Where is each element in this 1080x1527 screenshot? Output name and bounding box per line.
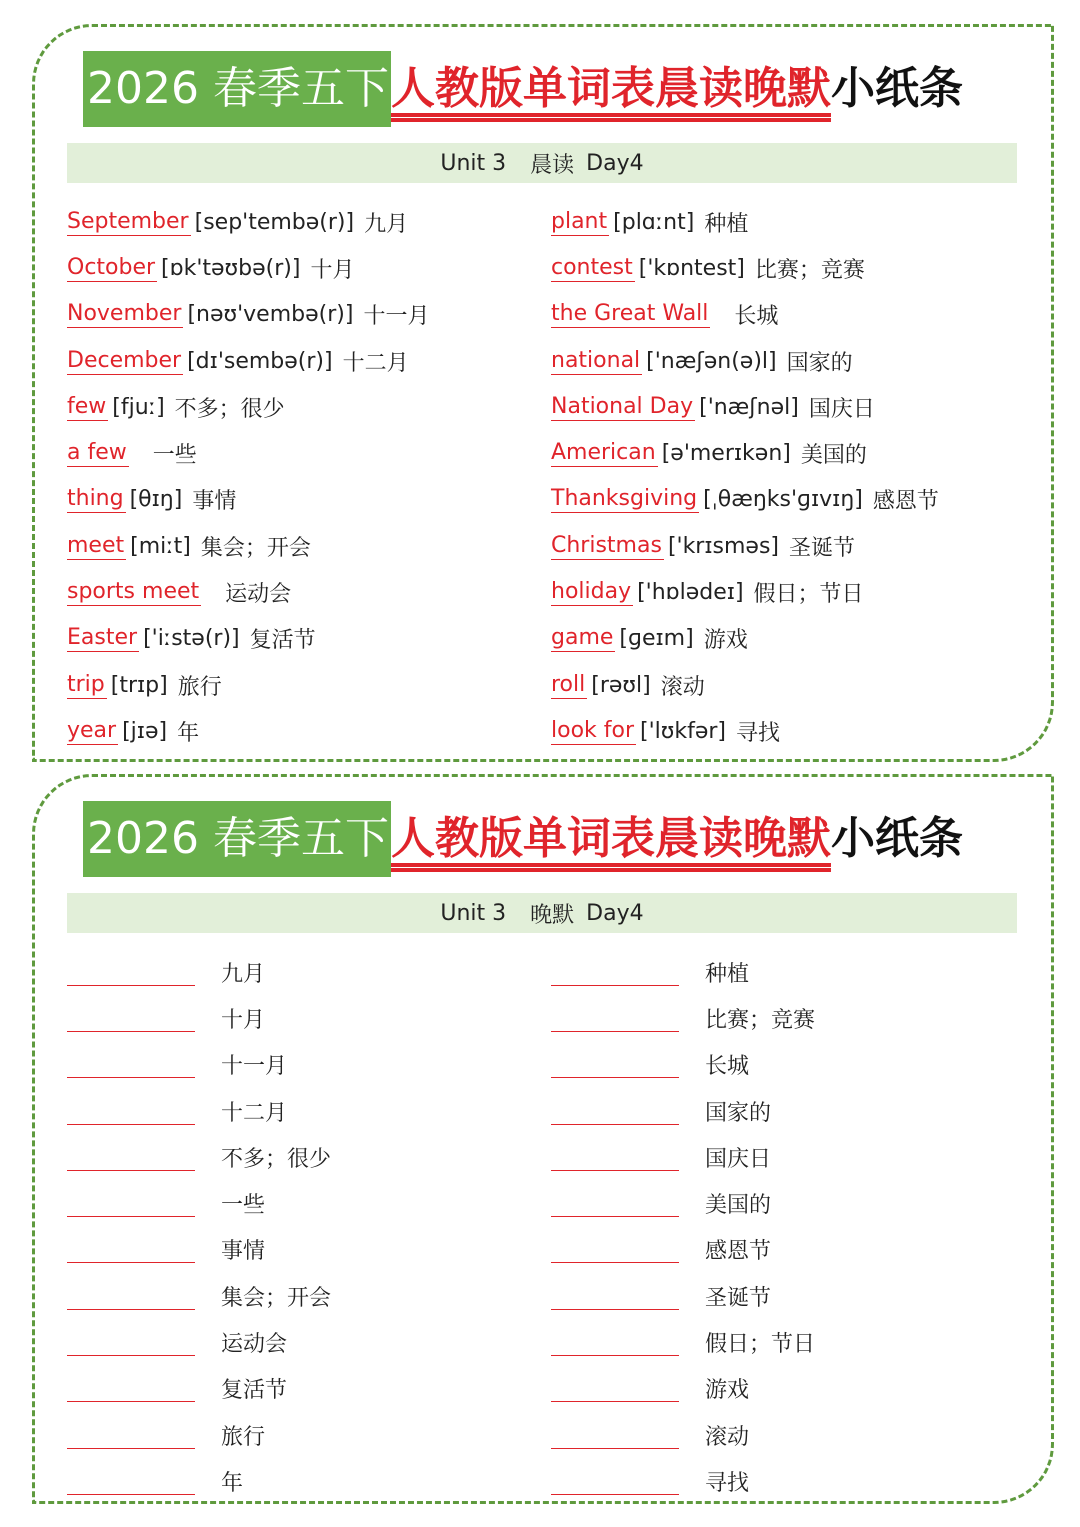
unit-band (67, 143, 1017, 183)
dictation-row (67, 1458, 537, 1504)
word-row (551, 523, 1031, 569)
answer-blank[interactable] (551, 1422, 679, 1449)
word-chinese: 事情 (192, 489, 237, 515)
word-phonetic: [rəʊl] (591, 672, 651, 698)
word-chinese: 十一月 (363, 304, 430, 330)
dictation-chinese: 国家的 (705, 1100, 772, 1126)
word-row (551, 245, 1031, 291)
title-main: 人教版单词表晨读晚默 (390, 63, 831, 114)
word-phonetic: [miːt] (130, 533, 191, 559)
word-phonetic: ['kɒntest] (638, 255, 745, 281)
answer-blank[interactable] (67, 1236, 195, 1263)
word-chinese: 集会；开会 (200, 535, 311, 561)
dictation-row (551, 1088, 1031, 1134)
word-phonetic: [ɡeɪm] (619, 626, 694, 652)
answer-blank[interactable] (67, 959, 195, 986)
word-english: American (551, 440, 656, 466)
word-english: game (551, 625, 614, 651)
word-english: national (551, 347, 641, 373)
word-english: Thanksgiving (551, 486, 698, 512)
answer-blank[interactable] (67, 1422, 195, 1449)
answer-blank[interactable] (551, 1051, 679, 1078)
dictation-chinese: 种植 (705, 961, 750, 987)
answer-blank[interactable] (67, 1283, 195, 1310)
dictation-chinese: 十二月 (221, 1100, 288, 1126)
word-row (67, 245, 537, 291)
word-english: roll (551, 671, 586, 697)
word-chinese: 种植 (704, 211, 749, 237)
dictation-chinese: 十一月 (221, 1054, 288, 1080)
word-row (67, 430, 537, 476)
word-phonetic: [ˌθæŋks'ɡɪvɪŋ] (703, 487, 863, 513)
answer-blank[interactable] (67, 1329, 195, 1356)
dictation-row (551, 1180, 1031, 1226)
word-chinese: 九月 (364, 211, 409, 237)
word-row (67, 338, 537, 384)
word-phonetic: ['næʃnəl] (699, 394, 799, 420)
title-term: 2026 春季五下 (83, 801, 391, 877)
word-row (551, 384, 1031, 430)
word-phonetic: [sep'tembə(r)] (194, 209, 355, 235)
word-english: National Day (551, 393, 694, 419)
unit-band (67, 893, 1017, 933)
dictation-chinese: 旅行 (221, 1424, 266, 1450)
title-main: 人教版单词表晨读晚默 (390, 813, 831, 864)
word-chinese: 旅行 (177, 674, 222, 700)
unit-label: Unit 3 (440, 150, 507, 176)
answer-blank[interactable] (551, 1005, 679, 1032)
dictation-row (551, 1412, 1031, 1458)
answer-blank[interactable] (67, 1098, 195, 1125)
word-chinese: 十二月 (342, 350, 409, 376)
dictation-row (551, 1273, 1031, 1319)
word-row (67, 569, 537, 615)
answer-blank[interactable] (551, 1098, 679, 1125)
dictation-chinese: 比赛；竞赛 (705, 1007, 816, 1033)
word-chinese: 游戏 (703, 628, 748, 654)
word-phonetic: ['lʊkfər] (640, 718, 726, 744)
dictation-row (67, 949, 537, 995)
title-suffix: 小纸条 (830, 813, 963, 864)
answer-blank[interactable] (551, 1329, 679, 1356)
morning-reading-card (32, 24, 1054, 762)
word-list-left (67, 199, 537, 755)
word-chinese: 年 (177, 720, 200, 746)
word-phonetic: [nəʊ'vembə(r)] (187, 302, 354, 328)
dictation-row (67, 1319, 537, 1365)
dictation-chinese: 运动会 (221, 1332, 288, 1358)
word-english: Easter (67, 625, 138, 651)
answer-blank[interactable] (551, 1190, 679, 1217)
word-phonetic: [ɒk'təʊbə(r)] (161, 255, 301, 281)
word-phonetic: ['hɒlədeɪ] (637, 580, 744, 606)
dictation-chinese: 九月 (221, 961, 266, 987)
answer-blank[interactable] (67, 1468, 195, 1495)
word-english: September (67, 208, 189, 234)
word-list-right (551, 199, 1031, 755)
title-suffix: 小纸条 (830, 63, 963, 114)
word-phonetic: ['krɪsməs] (667, 533, 780, 559)
word-chinese: 国家的 (786, 350, 853, 376)
word-chinese: 不多；很少 (174, 396, 285, 422)
word-english: contest (551, 254, 633, 280)
dictation-list-left (67, 949, 537, 1505)
word-english: thing (67, 486, 124, 512)
word-row (67, 708, 537, 754)
answer-blank[interactable] (551, 1236, 679, 1263)
day-label: Day4 (586, 150, 644, 176)
word-chinese: 圣诞节 (789, 535, 856, 561)
dictation-chinese: 美国的 (705, 1193, 772, 1219)
word-phonetic: [fjuː] (112, 394, 165, 420)
word-english: the Great Wall (551, 301, 709, 327)
word-row (551, 292, 1031, 338)
dictation-row (67, 1134, 537, 1180)
word-phonetic: ['iːstə(r)] (143, 626, 240, 652)
evening-dictation-card (32, 774, 1054, 1504)
word-row (551, 616, 1031, 662)
word-row (551, 430, 1031, 476)
dictation-chinese: 不多；很少 (221, 1146, 332, 1172)
word-row (67, 662, 537, 708)
day-label: Day4 (586, 900, 644, 926)
title-term: 2026 春季五下 (83, 51, 391, 127)
answer-blank[interactable] (67, 1190, 195, 1217)
dictation-row (551, 1227, 1031, 1273)
dictation-row (551, 1458, 1031, 1504)
answer-blank[interactable] (551, 959, 679, 986)
answer-blank[interactable] (551, 1144, 679, 1171)
dictation-chinese: 年 (221, 1470, 244, 1496)
word-chinese: 长城 (734, 304, 779, 330)
word-english: October (67, 254, 156, 280)
answer-blank[interactable] (67, 1375, 195, 1402)
word-row (551, 199, 1031, 245)
word-english: trip (67, 671, 105, 697)
word-phonetic: [θɪŋ] (129, 487, 183, 513)
word-chinese: 十月 (310, 257, 355, 283)
word-row (67, 292, 537, 338)
word-english: few (67, 393, 107, 419)
card-title (83, 51, 963, 129)
word-english: plant (551, 208, 608, 234)
card-title (83, 801, 963, 879)
word-row (551, 477, 1031, 523)
word-row (67, 477, 537, 523)
dictation-row (551, 995, 1031, 1041)
word-phonetic: [jɪə] (122, 718, 168, 744)
word-english: look for (551, 717, 635, 743)
dictation-row (67, 1088, 537, 1134)
word-row (67, 616, 537, 662)
dictation-row (67, 1273, 537, 1319)
word-chinese: 运动会 (225, 582, 292, 608)
unit-label: Unit 3 (440, 900, 507, 926)
word-chinese: 寻找 (736, 720, 781, 746)
session-label: 晚默 (530, 902, 575, 928)
dictation-row (67, 1366, 537, 1412)
dictation-row (67, 995, 537, 1041)
word-phonetic: [dɪ'sembə(r)] (187, 348, 333, 374)
dictation-chinese: 滚动 (705, 1424, 750, 1450)
word-row (551, 338, 1031, 384)
dictation-chinese: 长城 (705, 1054, 750, 1080)
answer-blank[interactable] (551, 1283, 679, 1310)
dictation-chinese: 寻找 (705, 1470, 750, 1496)
answer-blank[interactable] (67, 1005, 195, 1032)
word-english: holiday (551, 579, 632, 605)
word-english: November (67, 301, 182, 327)
word-english: year (67, 717, 117, 743)
dictation-row (551, 1042, 1031, 1088)
word-row (551, 662, 1031, 708)
word-row (67, 523, 537, 569)
word-phonetic: ['næʃən(ə)l] (646, 348, 777, 374)
dictation-list-right (551, 949, 1031, 1505)
dictation-chinese: 十月 (221, 1007, 266, 1033)
word-chinese: 美国的 (800, 443, 867, 469)
answer-blank[interactable] (551, 1468, 679, 1495)
dictation-chinese: 圣诞节 (705, 1285, 772, 1311)
word-chinese: 一些 (152, 443, 197, 469)
dictation-row (67, 1412, 537, 1458)
dictation-chinese: 事情 (221, 1239, 266, 1265)
dictation-row (67, 1180, 537, 1226)
dictation-chinese: 国庆日 (705, 1146, 772, 1172)
word-chinese: 感恩节 (872, 489, 939, 515)
word-row (67, 199, 537, 245)
dictation-chinese: 感恩节 (705, 1239, 772, 1265)
word-chinese: 滚动 (660, 674, 705, 700)
dictation-chinese: 一些 (221, 1193, 266, 1219)
word-row (551, 708, 1031, 754)
dictation-row (67, 1227, 537, 1273)
word-phonetic: [ə'merɪkən] (661, 441, 791, 467)
dictation-row (551, 1366, 1031, 1412)
word-english: Christmas (551, 532, 662, 558)
dictation-row (551, 1319, 1031, 1365)
word-chinese: 复活节 (249, 628, 316, 654)
answer-blank[interactable] (551, 1375, 679, 1402)
word-english: a few (67, 440, 127, 466)
word-english: meet (67, 532, 125, 558)
session-label: 晨读 (530, 152, 575, 178)
answer-blank[interactable] (67, 1144, 195, 1171)
word-chinese: 比赛；竞赛 (754, 257, 865, 283)
dictation-chinese: 假日；节日 (705, 1332, 816, 1358)
dictation-row (551, 1134, 1031, 1180)
word-chinese: 国庆日 (808, 396, 875, 422)
word-phonetic: [plɑːnt] (613, 209, 695, 235)
dictation-chinese: 集会；开会 (221, 1285, 332, 1311)
dictation-row (551, 949, 1031, 995)
dictation-row (67, 1042, 537, 1088)
word-english: sports meet (67, 579, 200, 605)
dictation-chinese: 游戏 (705, 1378, 750, 1404)
dictation-chinese: 复活节 (221, 1378, 288, 1404)
word-phonetic: [trɪp] (110, 672, 168, 698)
word-row (551, 569, 1031, 615)
word-chinese: 假日；节日 (753, 582, 864, 608)
answer-blank[interactable] (67, 1051, 195, 1078)
word-row (67, 384, 537, 430)
word-english: December (67, 347, 182, 373)
